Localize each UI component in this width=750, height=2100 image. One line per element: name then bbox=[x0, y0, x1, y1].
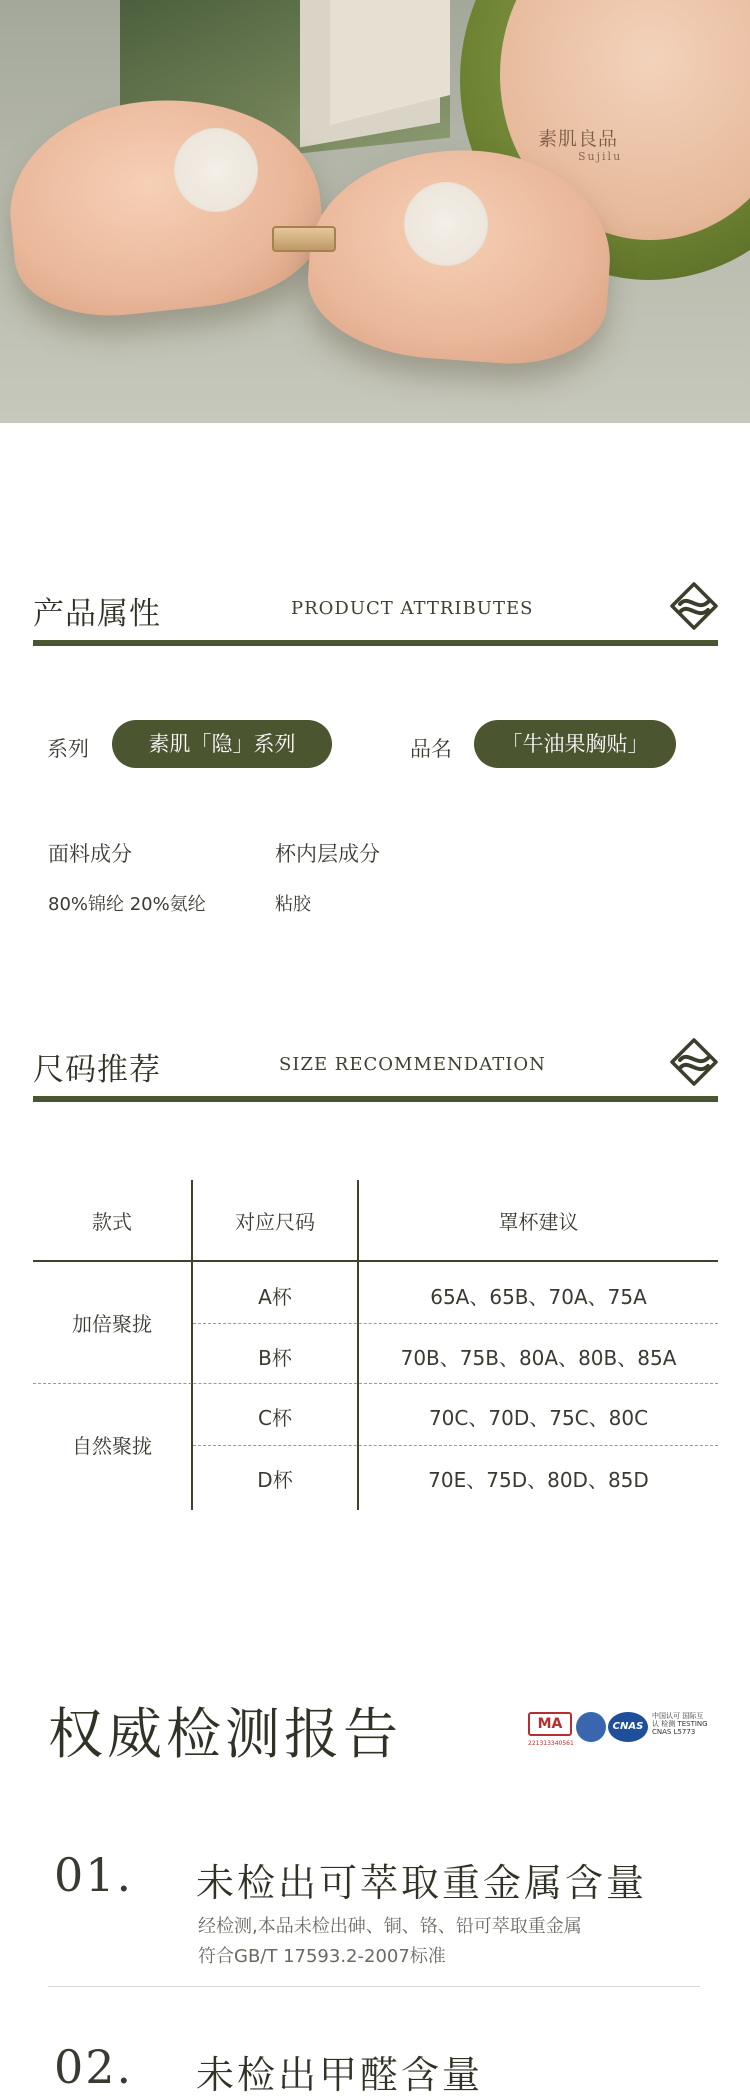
report-item-description bbox=[198, 1912, 678, 1972]
size-header bbox=[33, 1030, 718, 1102]
report-item-title: 未检出可萃取重金属含量 bbox=[196, 1861, 648, 1905]
table-size-cell: B杯 bbox=[258, 1346, 292, 1370]
report-item-desc-line: 经检测,本品未检出砷、铜、铬、铅可萃取重金属 bbox=[198, 1916, 582, 1937]
cnas-description: 中国认可 国际互认 检测 TESTING CNAS L5773 bbox=[652, 1712, 708, 1736]
table-header-style: 款式 bbox=[92, 1210, 132, 1234]
report-item-number: 02. bbox=[54, 2040, 134, 2094]
cup-layer-label: 杯内层成分 bbox=[275, 842, 380, 866]
attributes-title-cn: 产品属性 bbox=[33, 596, 161, 632]
ilac-mra-icon bbox=[576, 1712, 606, 1742]
series-value-pill: 素肌「隐」系列 bbox=[112, 720, 332, 768]
hero-product-photo bbox=[0, 0, 750, 423]
fabric-value: 80%锦纶 20%氨纶 bbox=[48, 894, 206, 915]
adhesive-pad-right bbox=[404, 182, 488, 266]
table-size-cell: D杯 bbox=[257, 1468, 293, 1492]
table-row-divider bbox=[193, 1323, 718, 1324]
attributes-header bbox=[33, 574, 718, 646]
size-title-en: SIZE RECOMMENDATION bbox=[279, 1054, 546, 1075]
table-cup-cell: 70B、75B、80A、80B、85A bbox=[400, 1346, 677, 1370]
adhesive-pad-left bbox=[174, 128, 258, 212]
table-cup-cell: 65A、65B、70A、75A bbox=[430, 1285, 647, 1309]
report-item-2 bbox=[40, 2040, 700, 2100]
table-cup-cell: 70E、75D、80D、85D bbox=[428, 1468, 649, 1492]
fabric-label: 面料成分 bbox=[48, 842, 132, 866]
cnas-badge: CNAS bbox=[608, 1712, 648, 1742]
certification-badges bbox=[528, 1712, 708, 1750]
table-group-divider bbox=[33, 1383, 718, 1384]
name-label: 品名 bbox=[410, 737, 452, 761]
table-size-cell: A杯 bbox=[258, 1285, 292, 1309]
table-size-cell: C杯 bbox=[258, 1406, 292, 1430]
table-cup-cell: 70C、70D、75C、80C bbox=[428, 1406, 649, 1430]
front-clasp bbox=[272, 226, 336, 252]
table-header-rule bbox=[33, 1260, 718, 1262]
ma-code: 221313340561 bbox=[528, 1740, 574, 1747]
report-divider bbox=[48, 1986, 700, 1987]
report-item-number: 01. bbox=[54, 1848, 134, 1902]
report-title: 权威检测报告 bbox=[48, 1702, 403, 1766]
brand-logo-icon bbox=[670, 582, 718, 630]
brand-logo-icon bbox=[670, 1038, 718, 1086]
table-header-cup: 罩杯建议 bbox=[498, 1210, 579, 1234]
report-item-1 bbox=[40, 1848, 700, 1978]
case-brand-sub: Sujilu bbox=[578, 150, 623, 163]
table-style-cell: 自然聚拢 bbox=[72, 1434, 152, 1458]
report-item-title: 未检出甲醛含量 bbox=[196, 2053, 484, 2097]
table-style-cell: 加倍聚拢 bbox=[72, 1312, 152, 1336]
table-row-divider bbox=[193, 1445, 718, 1446]
report-item-desc-line: 符合GB/T 17593.2-2007标准 bbox=[198, 1946, 446, 1967]
name-value-pill: 「牛油果胸贴」 bbox=[474, 720, 676, 768]
table-header-size: 对应尺码 bbox=[235, 1210, 315, 1234]
series-label: 系列 bbox=[47, 737, 89, 761]
cup-layer-value: 粘胶 bbox=[275, 894, 311, 915]
ma-badge: MA bbox=[528, 1712, 572, 1736]
attributes-title-en: PRODUCT ATTRIBUTES bbox=[291, 598, 534, 619]
size-title-cn: 尺码推荐 bbox=[33, 1052, 161, 1088]
case-brand-name: 素肌良品 bbox=[538, 128, 619, 150]
size-table bbox=[33, 1180, 718, 1510]
